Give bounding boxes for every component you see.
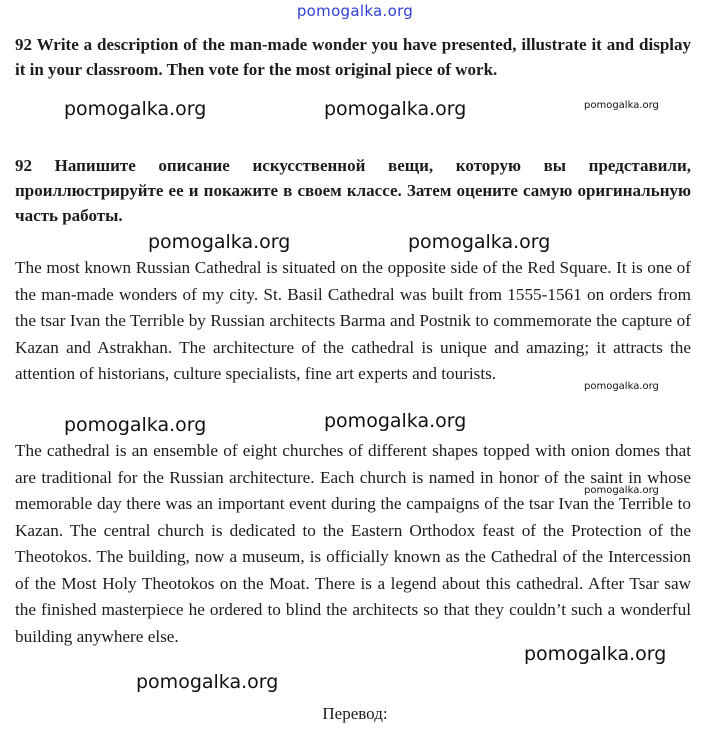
watermark: pomogalka.org bbox=[148, 231, 291, 253]
answer-paragraph-1: The most known Russian Cathedral is situated on the opposite side of the Red Square. It is one of the man-made wonders of my city. St. Basil Cathedral was built from 1555-1561 on orders from the tsar Ivan the Terrible by Russian architects Barma and Postnik to commemorate the capture of Kazan and Astrakhan. The architecture of the cathedral is unique and amazing; it attracts the attention of historians, culture specialists, fine art experts and tourists. bbox=[15, 258, 691, 383]
watermark: pomogalka.org bbox=[584, 485, 659, 496]
task-text-russian: 92 Напишите описание искусственной вещи, которую вы представили, проиллюстрируйте ее и покажите в своем классе. Затем оцените самую оригинальную часть работы. bbox=[15, 156, 691, 225]
task-text-english: 92 Write a description of the man-made wonder you have presented, illustrate it and display it in your classroom. Then vote for the most original piece of work. bbox=[15, 35, 691, 79]
watermark: pomogalka.org bbox=[324, 410, 467, 432]
site-header-watermark: pomogalka.org bbox=[296, 2, 414, 20]
watermark: pomogalka.org bbox=[324, 98, 467, 120]
translation-heading: Перевод: bbox=[322, 704, 388, 723]
answer-paragraph-2: The cathedral is an ensemble of eight churches of different shapes topped with onion domes that are traditional for the Russian architecture. Each church is named in honor of the saint in whose memorable day there was an important event during the campaigns of the tsar Ivan the Terrible to Kazan. The central church is dedicated to the Eastern Orthodox feast of the Protection of the Theotokos. The building, now a museum, is officially known as the Cathedral of the Intercession of the Most Holy Theotokos on the Moat. There is a legend about this cathedral. After Tsar saw the finished masterpiece he ordered to blind the architects so that they couldn’t such a wonderful building anywhere else. bbox=[15, 441, 691, 646]
watermark: pomogalka.org bbox=[64, 98, 207, 120]
watermark: pomogalka.org bbox=[584, 381, 659, 392]
watermark: pomogalka.org bbox=[136, 671, 279, 693]
watermark: pomogalka.org bbox=[584, 100, 659, 111]
watermark: pomogalka.org bbox=[64, 414, 207, 436]
watermark: pomogalka.org bbox=[524, 643, 667, 665]
watermark: pomogalka.org bbox=[408, 231, 551, 253]
